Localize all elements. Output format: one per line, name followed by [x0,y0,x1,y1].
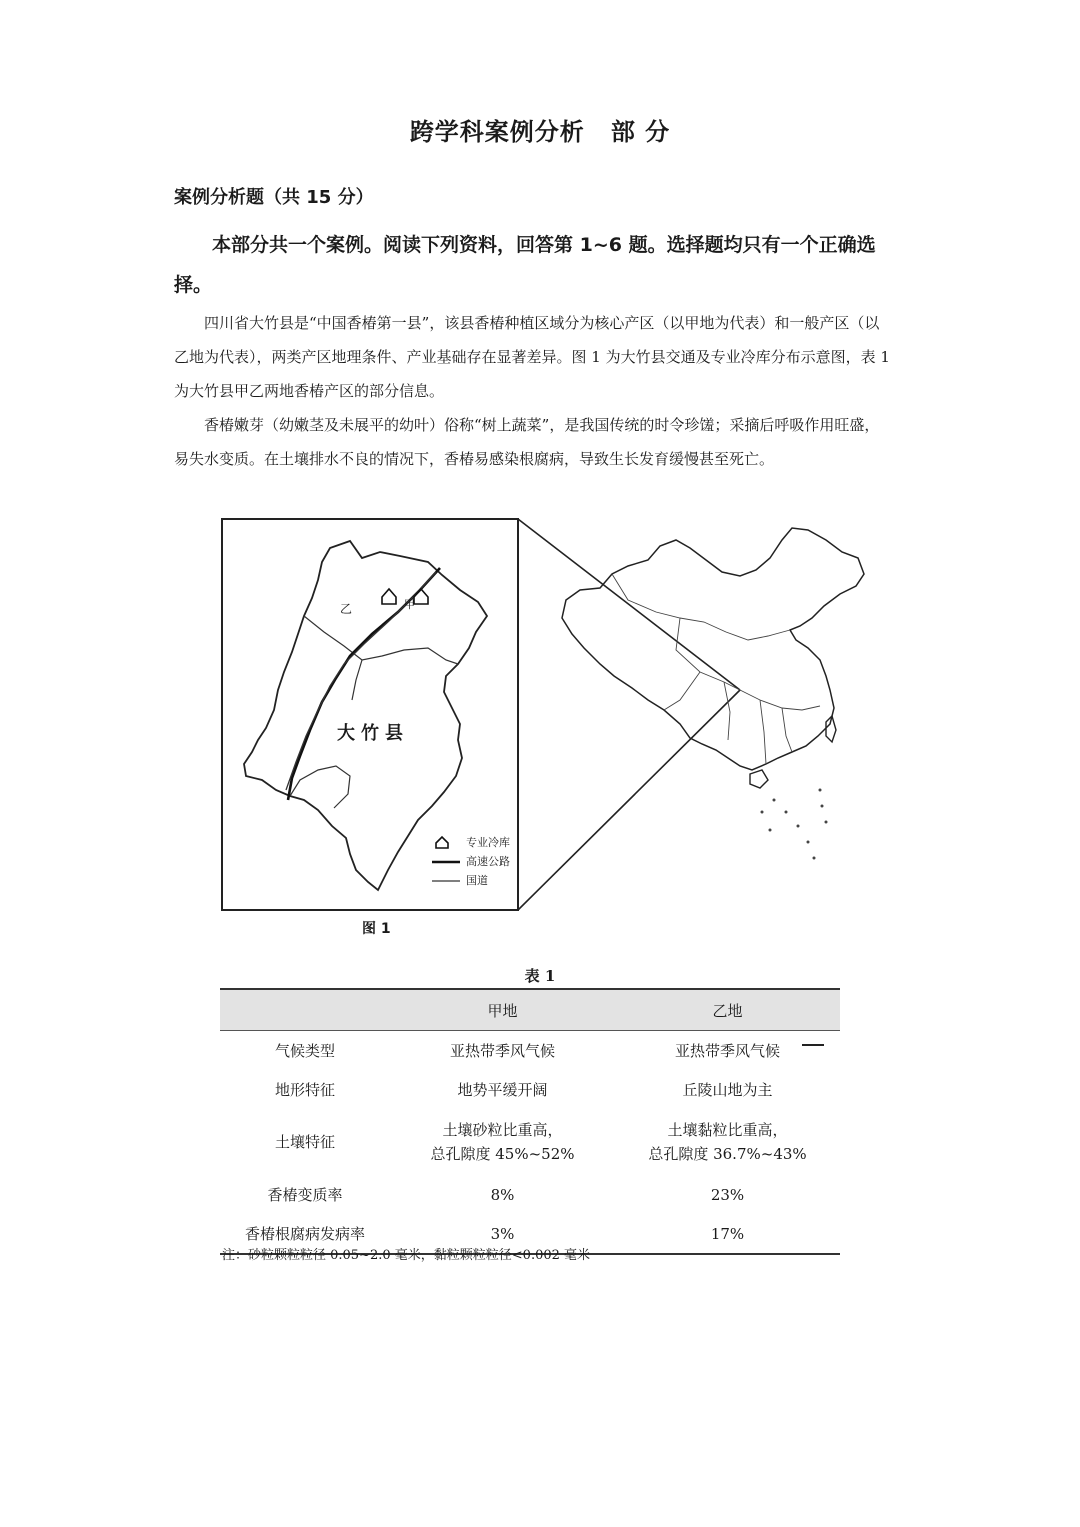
place-label-jia: 甲 [404,598,415,611]
cell-jia: 亚热带季风气候 [449,1041,555,1060]
legend-label-expressway: 高速公路 [466,855,510,868]
map-legend [432,833,510,890]
cell-yi: 17% [615,1214,840,1254]
stray-dash-mark [802,1044,824,1046]
cell-jia-line-2: 总孔隙度 45%~52% [430,1145,575,1163]
legend-label-national-road: 国道 [466,874,488,887]
row-label: 香椿根腐病发病率 [220,1214,390,1254]
passage-paragraph-2: 香椿嫩芽（幼嫩茎及未展平的幼叶）俗称“树上蔬菜”，是我国传统的时令珍馐；采摘后呼吸作用旺盛，易失水变质。在土壤排水不良的情况下，香椿易感染根腐病，导致生长发育缓慢甚至死亡。 [174,416,880,468]
district-boundary-1 [304,616,458,664]
table-header-cell [220,989,390,1031]
passage-paragraph-1: 四川省大竹县是“中国香椿第一县”，该县香椿种植区域分为核心产区（以甲地为代表）和一般产区（以乙地为代表），两类产区地理条件、产业基础存在显著差异。图 1 为大竹县交通及专业冷库分布示意图，表 1 为大竹县甲乙两地香椿产区的部分信息。 [174,314,890,400]
table-row [220,1109,840,1175]
cell-jia: 3% [390,1214,615,1254]
section-heading: 案例分析题（共 15 分） [174,187,374,208]
south-sea-islands [761,789,828,860]
legend-row-cold-storage [432,833,510,852]
cell-yi-line-1: 土壤黏粒比重高， [667,1121,788,1139]
table-row [220,1175,840,1214]
table-row [220,1070,840,1109]
cell-yi: 丘陵山地为主 [682,1080,773,1099]
comparison-table [220,988,840,1255]
cold-storage-icon [382,589,396,604]
legend-label-cold-storage: 专业冷库 [466,836,510,849]
table-row [220,1031,840,1071]
county-label: 大竹县 [337,723,409,744]
row-label: 气候类型 [274,1041,335,1060]
cell-jia: 8% [490,1185,515,1204]
table-caption: 表 1 [524,967,556,985]
row-label: 香椿变质率 [267,1185,343,1204]
cell-yi-line-2: 总孔隙度 36.7%~43% [648,1145,807,1163]
cell-jia [390,1109,615,1175]
title-tail: 部 分 [610,118,671,146]
legend-row-expressway [432,852,510,871]
table-header-cell: 乙地 [615,989,840,1031]
figure-caption: 图 1 [362,921,391,937]
district-boundary-2 [352,660,362,700]
connector-line-bottom [518,690,740,910]
place-label-yi: 乙 [340,602,353,616]
cold-storage-icon [414,589,428,604]
cell-yi: 23% [710,1185,745,1204]
cell-jia: 地势平缓开阔 [457,1080,548,1099]
cell-yi: 亚热带季风气候 [674,1041,780,1060]
legend-row-national-road [432,871,510,890]
instructions: 本部分共一个案例。阅读下列资料，回答第 1~6 题。选择题均只有一个正确选择。 [174,234,876,296]
county-south-detail [290,766,350,808]
table-header-cell: 甲地 [390,989,615,1031]
province-lines [612,574,820,764]
expressway-legend-icon [432,852,460,871]
national-road-legend-icon [432,871,460,890]
row-label: 地形特征 [274,1080,335,1099]
connector-line-top [518,519,740,690]
hainan-island [750,770,768,788]
row-label: 土壤特征 [274,1133,335,1151]
cell-yi [615,1109,840,1175]
table-note: 注：砂粒颗粒粒径 0.05~2.0 毫米，黏粒颗粒粒径<0.002 毫米 [222,1248,591,1263]
title-main: 跨学科案例分析 [409,118,585,146]
china-map-outline [562,528,864,770]
cold-storage-legend-icon [432,833,460,852]
table-header-row [220,989,840,1031]
cell-jia-line-1: 土壤砂粒比重高， [442,1121,563,1139]
